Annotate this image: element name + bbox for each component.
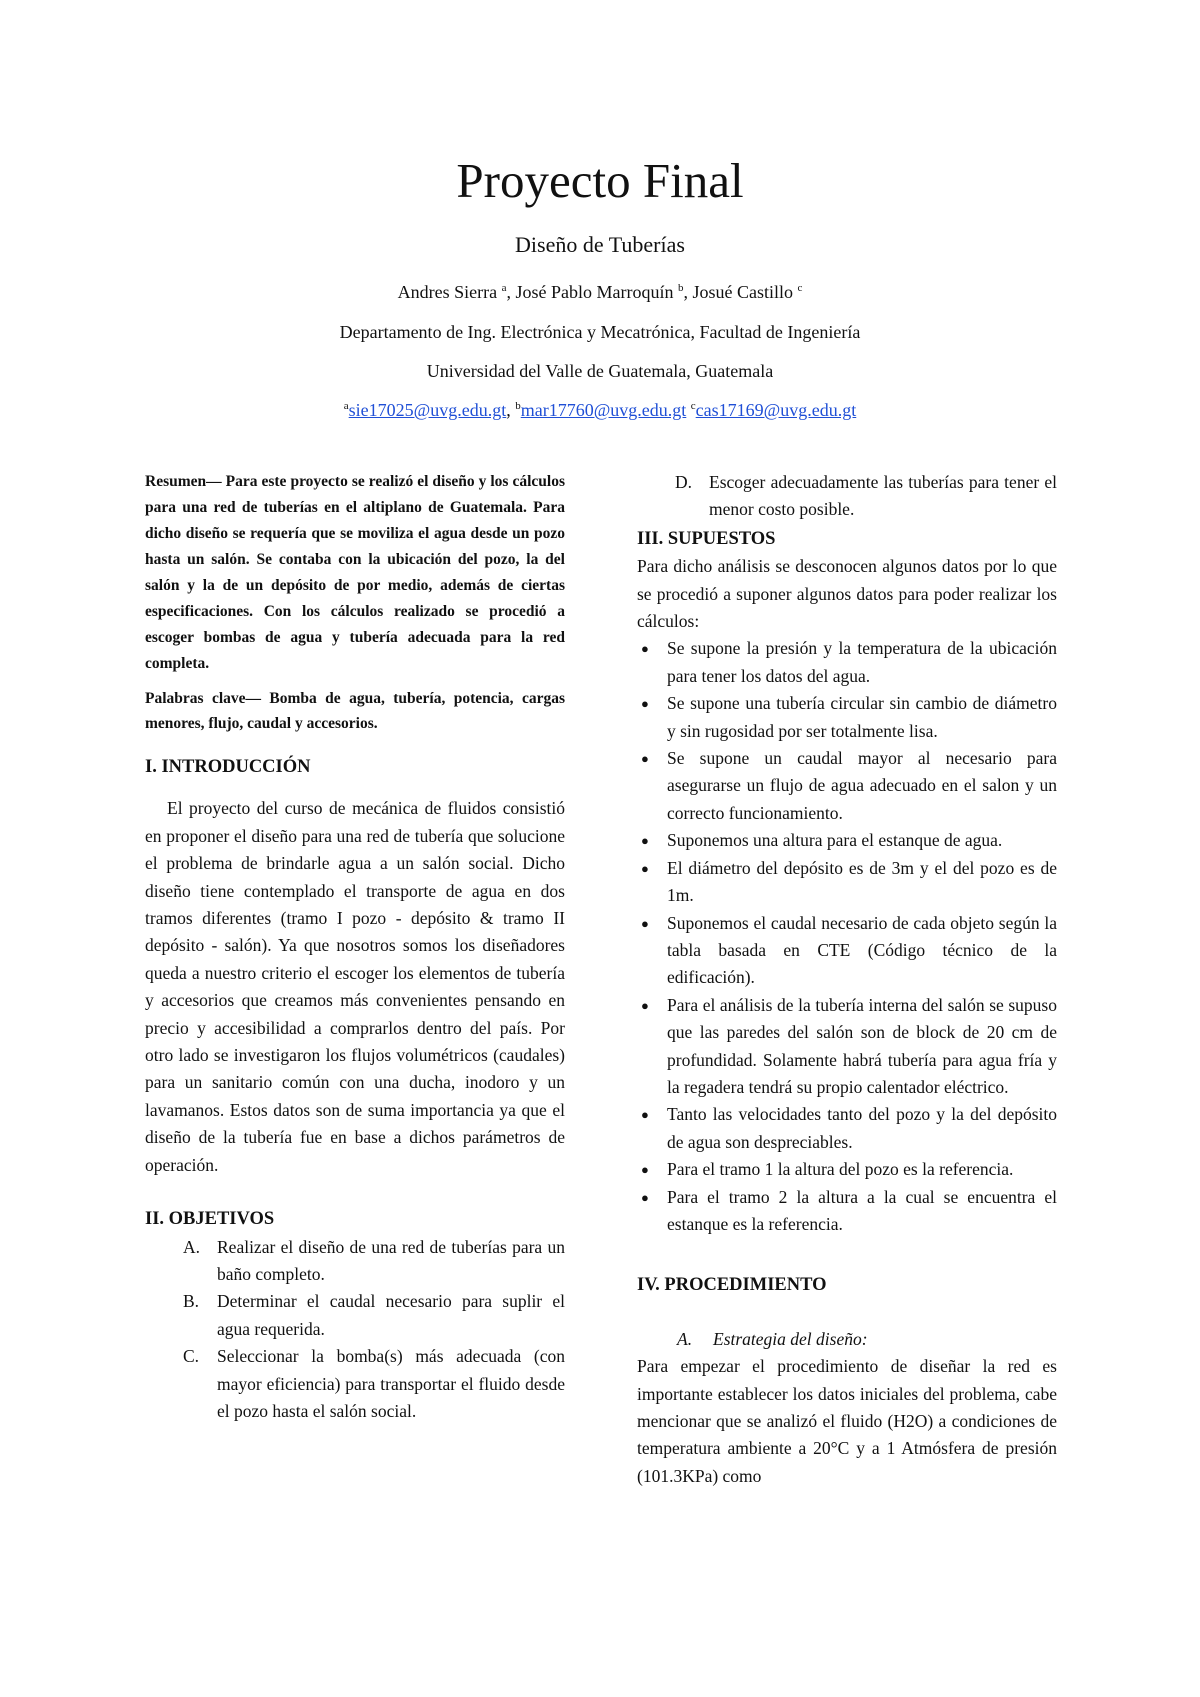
email-line [0, 400, 1200, 421]
assumption-item [637, 1156, 1057, 1183]
left-column [145, 469, 565, 1425]
assumption-text: El diámetro del depósito es de 3m y el del pozo es de 1m. [667, 857, 1057, 906]
objective-marker: B. [183, 1291, 200, 1312]
university-line: Universidad del Valle de Guatemala, Guatemala [426, 361, 774, 381]
bullet-icon: ● [641, 751, 649, 767]
keywords: Palabras clave— Bomba de agua, tubería, potencia, cargas menores, flujo, caudal y accesorios. [145, 690, 565, 732]
objective-item [145, 1234, 565, 1289]
email-separator: , [506, 400, 516, 420]
assumption-item [637, 992, 1057, 1102]
section-heading-supuestos: III. SUPUESTOS [637, 528, 776, 549]
assumption-item [637, 690, 1057, 745]
bullet-icon: ● [641, 997, 649, 1013]
assumption-text: Tanto las velocidades tanto del pozo y la del depósito de agua son despreciables. [667, 1104, 1057, 1152]
bullet-icon: ● [641, 860, 649, 876]
subsection-heading-estrategia [637, 1326, 1057, 1353]
author-castillo: , Josué Castillo [683, 282, 798, 302]
assumption-item [637, 1101, 1057, 1156]
department-line: Departamento de Ing. Electrónica y Mecatrónica, Facultad de Ingeniería [339, 322, 861, 342]
author-sup-a: a [501, 282, 507, 294]
bullet-icon: ● [641, 1107, 649, 1123]
assumption-text: Suponemos una altura para el estanque de agua. [667, 830, 1003, 851]
paper-header [0, 150, 1200, 420]
author-sierra: Andres Sierra [397, 282, 502, 302]
paper-title: Proyecto Final [456, 153, 744, 208]
assumption-item [637, 745, 1057, 827]
email-sup-c: c [690, 400, 696, 412]
right-column [637, 469, 1057, 1490]
subsection-marker: A. [677, 1328, 693, 1349]
intro-paragraph: El proyecto del curso de mecánica de fluidos consistió en proponer el diseño para una red de tubería que solucione el problema de brindarle agua a un salón social. Dicho diseño tiene contemplado el transporte de agua en dos tramos diferentes (tramo I pozo - depósito & tramo II depósito - salón). Ya que nosotros somos los diseñadores queda a nuestro criterio el escoger los elementos de tubería y accesorios que creamos más convenientes pensando en precio y accesibilidad a comprarlos dentro del país. Por otro lado se investigaron los flujos volumétricos (caudales) para un sanitario común con una ducha, inodoro y un lavamanos. Estos datos son de suma importancia ya que el diseño de la tubería fue en base a dichos parámetros de operación. [145, 798, 565, 1175]
objective-marker: A. [183, 1236, 201, 1257]
assumption-item [637, 635, 1057, 690]
assumption-text: Para el tramo 1 la altura del pozo es la referencia. [667, 1159, 1014, 1180]
subsection-title: Estrategia del diseño: [713, 1328, 868, 1349]
bullet-icon: ● [641, 1189, 649, 1205]
bullet-icon: ● [641, 696, 649, 712]
bullet-icon: ● [641, 1162, 649, 1178]
assumption-text: Para el análisis de la tubería interna del salón se supuso que las paredes del salón son de block de 20 cm de profundidad. Solamente habrá tubería para agua fría y la regadera tendrá su propio calentador eléctrico. [667, 994, 1057, 1097]
section-heading-procedimiento: IV. PROCEDIMIENTO [637, 1275, 827, 1296]
bullet-icon: ● [641, 915, 649, 931]
objective-item [145, 1288, 565, 1343]
email-sup-b: b [515, 400, 521, 412]
assumption-item [637, 1184, 1057, 1239]
author-sup-b: b [677, 282, 684, 294]
assumptions-list [637, 635, 1057, 1238]
author-line [0, 282, 1200, 303]
email-sup-a: a [343, 400, 349, 412]
assumption-text: Suponemos el caudal necesario de cada objeto según la tabla basada en CTE (Código técnico de la edificación). [667, 912, 1057, 988]
objectives-list [145, 1234, 565, 1426]
email-link-sierra[interactable]: sie17025@uvg.edu.gt [348, 400, 507, 420]
abstract: Resumen— Para este proyecto se realizó el diseño y los cálculos para una red de tuberías en el altiplano de Guatemala. Para dicho diseño se requería que se moviliza el agua desde un pozo hasta un salón. Se contaba con la ubicación del pozo, la del salón y la de un depósito de por medio, además de ciertas especificaciones. Con los cálculos realizado se procedió a escoger bombas de agua y tubería adecuada para la red completa. [145, 473, 565, 672]
assumption-item [637, 910, 1057, 992]
section-heading-introduccion: I. INTRODUCCIÓN [145, 757, 311, 777]
objective-text: Seleccionar la bomba(s) más adecuada (con mayor eficiencia) para transportar el fluido desde el pozo hasta el salón social. [217, 1346, 565, 1421]
assumption-text: Para el tramo 2 la altura a la cual se encuentra el estanque es la referencia. [667, 1186, 1057, 1234]
paper-subtitle: Diseño de Tuberías [515, 232, 685, 257]
procedure-paragraph: Para empezar el procedimiento de diseñar la red es importante establecer los datos iniciales del problema, cabe mencionar que se analizó el fluido (H2O) a condiciones de temperatura ambiente a 20°C y a 1 Atmósfera de presión (101.3KPa) como [637, 1356, 1057, 1486]
assumption-item [637, 827, 1057, 854]
assumption-text: Se supone una tubería circular sin cambio de diámetro y sin rugosidad por ser totalmente lisa. [667, 693, 1057, 741]
objective-marker: D. [675, 472, 693, 492]
assumption-item [637, 855, 1057, 910]
objective-text: Escoger adecuadamente las tuberías para tener el menor costo posible. [709, 472, 1057, 520]
email-link-castillo[interactable]: cas17169@uvg.edu.gt [695, 400, 857, 420]
bullet-icon: ● [641, 641, 649, 657]
author-marroquin: , José Pablo Marroquín [506, 282, 678, 302]
objectives-list-continued [599, 469, 1057, 524]
assumption-text: Se supone la presión y la temperatura de la ubicación para tener los datos del agua. [667, 638, 1057, 686]
bullet-icon: ● [641, 833, 649, 849]
objective-item [599, 469, 1057, 524]
assumption-text: Se supone un caudal mayor al necesario para asegurarse un flujo de agua adecuado en el salon y un correcto funcionamiento. [667, 748, 1057, 823]
objective-item [145, 1343, 565, 1425]
objective-text: Determinar el caudal necesario para suplir el agua requerida. [217, 1291, 565, 1339]
assumptions-intro: Para dicho análisis se desconocen algunos datos por lo que se procedió a suponer algunos datos para poder realizar los cálculos: [637, 556, 1057, 632]
objective-text: Realizar el diseño de una red de tuberías para un baño completo. [217, 1236, 565, 1284]
email-link-marroquin[interactable]: mar17760@uvg.edu.gt [520, 400, 687, 420]
objective-marker: C. [183, 1346, 200, 1367]
author-sup-c: c [797, 282, 803, 294]
section-heading-objetivos: II. OBJETIVOS [145, 1209, 275, 1230]
